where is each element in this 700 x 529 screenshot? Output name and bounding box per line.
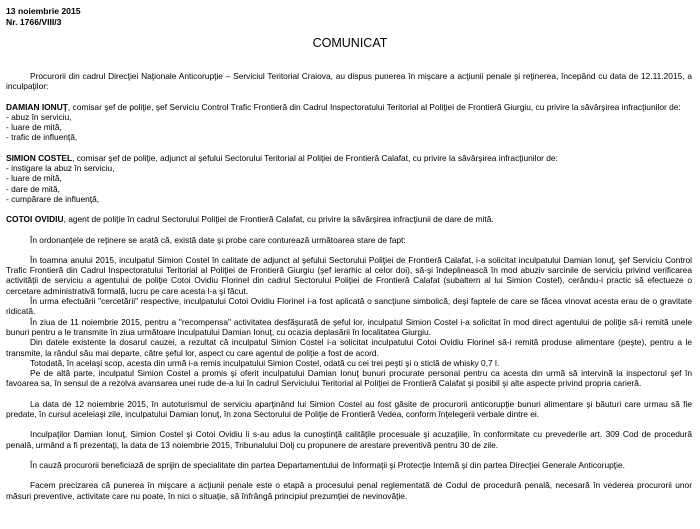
defendant-name: SIMION COSTEL	[6, 152, 73, 163]
defendant-1	[6, 102, 692, 112]
fact-paragraph: În toamna anului 2015, inculpatul Simion Costel în calitate de adjunct al şefului Sectorului Poliţiei de Frontieră Calafat, i-a solicitat inculpatului Damian Ionuţ, şef Serviciu Control Trafic Frontieră din Cadrul Inspectoratului Teritorial al Poliţiei de Frontieră Giurgiu (şef ierarhic al celor doi), să-şi îndeplinească în mod abuziv sarcinile de serviciu privind verificarea activităţii de serviciu a agentului de poliţie Cotoi Ovidiu Florinel din cadrul Sectorului Poliţiei de Frontieră Calafat (subaltern al lui Simion Costel), cerându-i practic să efectueze o cercetare administrativă formală, lucru pe care acesta l-a şi făcut.	[6, 254, 692, 296]
fact-paragraph: Pe de altă parte, inculpatul Simion Costel a promis şi oferit inculpatului Damian Ionuţ bunuri procurate personal pentru ca acesta din urmă să intervină la inspectorul şef în favoarea sa, în sensul de a rezolva avansarea unei rude de-a lui în cadrul Serviciului Teritorial al Poliţiei de Frontieră Calafat şi posibil şi alte aspecte privind propria carieră.	[6, 368, 692, 389]
charge-item: - luare de mită,	[6, 173, 62, 184]
body-paragraph: Inculpaţilor Damian Ionuţ, Simion Costel şi Cotoi Ovidiu li s-au adus la cunoştinţă calităţile procesuale şi acuzaţiile, în conformitate cu prevederile art. 309 Cod de procedură penală, urmând a fi prezentaţi, la data de 13 noiembrie 2015, Tribunalului Dolj cu propunere de arestare preventivă pentru 30 de zile.	[6, 429, 692, 450]
release-number: Nr. 1766/VIII/3	[6, 17, 62, 27]
charge-item: - abuz în serviciu,	[6, 111, 72, 122]
release-date: 13 noiembrie 2015	[6, 6, 81, 16]
defendant-name: COTOI OVIDIU	[6, 214, 64, 225]
body-paragraph: La data de 12 noiembrie 2015, în autoturismul de serviciu aparţinând lui Simion Costel au fost găsite de procurorii anticorupţie bunuri alimentare şi băuturi care urmau să fie predate, în cursul aceleiaşi zile, inculpatului Damian Ionuţ, în zona Sectorului de Poliţie de Frontieră Vedea, conform înţelegerii verbale dintre ei.	[6, 398, 692, 420]
charge-item: - cumpărare de influenţă,	[6, 193, 100, 204]
defendant-description: , comisar şef de poliţie, şef Serviciu Control Trafic Frontieră din Cadrul Inspectoratului Teritorial al Poliţiei de Frontieră Giurgiu, cu privire la săvârşirea infracţiunilor de:	[67, 101, 681, 112]
defendant-description: , agent de poliţie în cadrul Sectorului Poliţiei de Frontieră Calafat, cu privire la săvârşirea infracţiunii de dare de mită.	[63, 214, 494, 225]
charge-item: - dare de mită,	[6, 183, 60, 194]
defendant-3	[6, 214, 692, 224]
defendant-2	[6, 153, 692, 163]
body-paragraph: În cauză procurorii beneficiază de sprijin de specialitate din partea Departamentului de Informaţii şi Protecţie Internă şi din partea Direcţiei Generale Anticorupţie.	[30, 459, 625, 470]
charge-item: - instigare la abuz în serviciu,	[6, 163, 115, 174]
ordinance-paragraph: În ordonanţele de reţinere se arată că, există date şi probe care conturează următoarea stare de fapt:	[30, 234, 406, 245]
charge-item: - luare de mită,	[6, 122, 62, 133]
release-body	[6, 71, 692, 501]
fact-paragraph: Din datele existente la dosarul cauzei, a rezultat că inculpatul Simion Costel i-a solicitat inculpatului Cotoi Ovidiu Florinel să-i remită produse alimentare (peşte), pentru a le transmite, la rândul său mai departe, către şeful lor, aspect cu care agentul de poliţie a fost de acord.	[6, 337, 692, 358]
fact-paragraph: Totodată, în acelaşi scop, acesta din urmă i-a remis inculpatului Simion Costel, odată cu cei trei peşti şi o sticlă de whisky 0,7 l.	[30, 357, 500, 368]
charge-item: - trafic de influenţă,	[6, 132, 78, 143]
defendant-name: DAMIAN IONUŢ	[6, 101, 68, 112]
defendant-description: , comisar şef de poliţie, adjunct al şefului Sectorului Teritorial al Poliţiei de Frontieră Calafat, cu privire la săvârşirea infracţiunilor de:	[72, 152, 558, 163]
body-paragraph: Facem precizarea că punerea în mişcare a acţiunii penale este o etapă a procesului penal reglementată de Codul de procedură penală, necesară în vederea procurorii unor măsuri preventive, activitate care nu poate, în nici o situaţie, să înfrângă principiul prezumţiei de nevinovăţie.	[6, 480, 692, 501]
page-title: COMUNICAT	[312, 36, 388, 50]
fact-paragraph: În ziua de 11 noiembrie 2015, pentru a "recompensa" activitatea desfăşurată de şeful lor, inculpatul Simion Costel i-a solicitat în mod direct agentului de poliţie să-i remită unele bunuri pentru a le transmite în ziua următoare inculpatului Damian Ionuţ, cu ocazia deplasării în localitatea Giurgiu.	[6, 316, 692, 337]
intro-paragraph: Procurorii din cadrul Direcţiei Naţionale Anticorupţie – Serviciul Teritorial Craiova, au dispus punerea în mişcare a acţiunii penale şi reţinerea, începând cu data de 12.11.2015, a inculpaţilor:	[6, 71, 692, 92]
fact-paragraph: În urma efectuării "cercetării" respective, inculpatului Cotoi Ovidiu Florinel i-a fost aplicată o sancţiune simbolică, deşi faptele de care se făcea vinovat acesta erau de o gravitate ridicată.	[6, 296, 692, 317]
